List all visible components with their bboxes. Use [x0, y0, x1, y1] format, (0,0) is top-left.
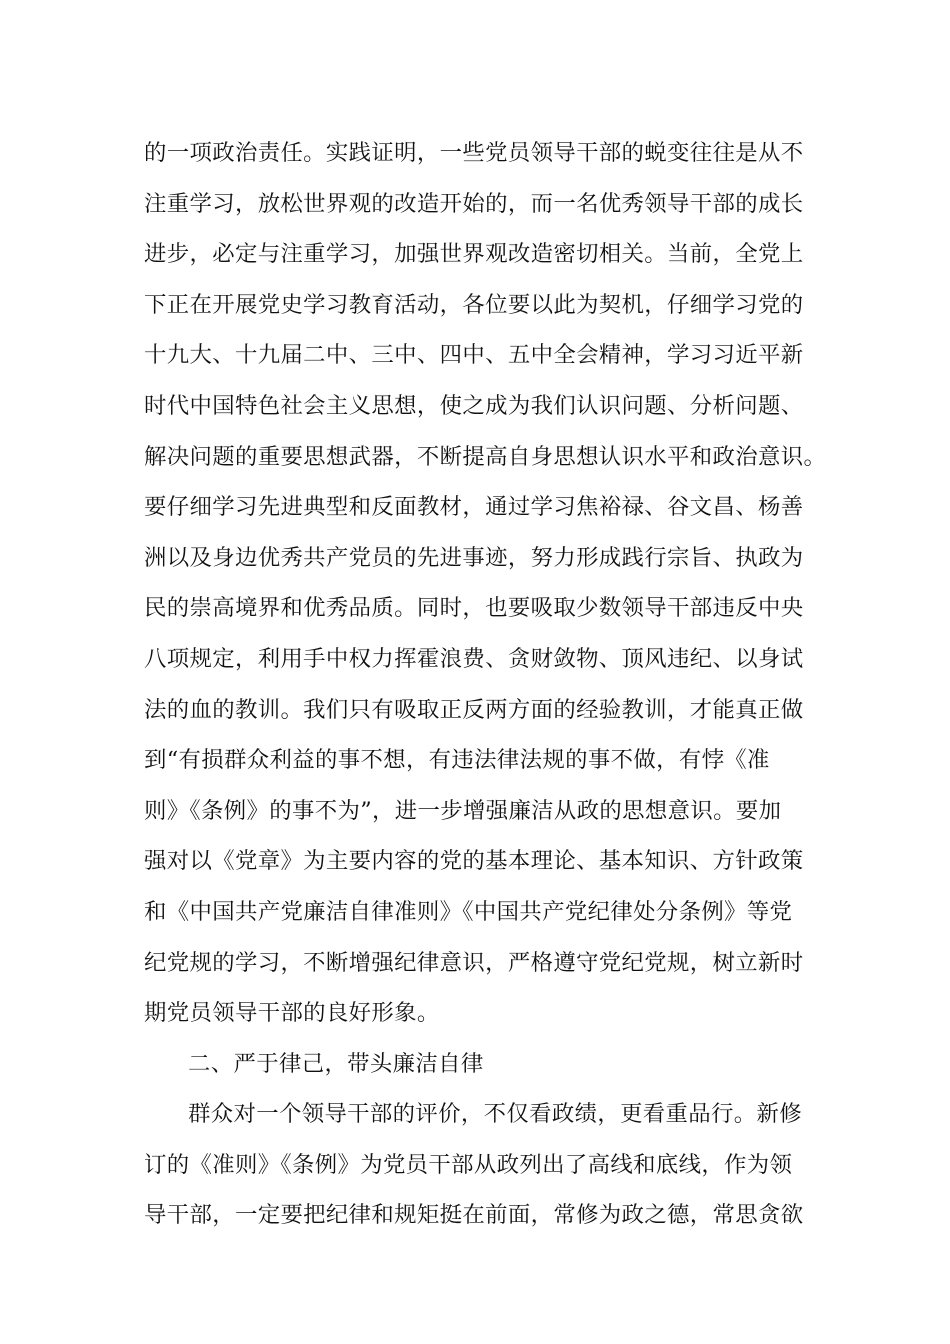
- text-line: 到“有损群众利益的事不想，有违法律法规的事不做，有悖《准: [144, 747, 770, 774]
- text-line: 则》《条例》的事不为”，进一步增强廉洁从政的思想意识。要加: [144, 797, 782, 824]
- text-line: 洲以及身边优秀共产党员的先进事迹，努力形成践行宗旨、执政为: [144, 544, 804, 571]
- text-line: 群众对一个领导干部的评价，不仅看政绩，更看重品行。新修: [188, 1101, 802, 1128]
- text-line: 要仔细学习先进典型和反面教材，通过学习焦裕禄、谷文昌、杨善: [144, 494, 804, 521]
- text-line: 注重学习，放松世界观的改造开始的，而一名优秀领导干部的成长: [144, 190, 804, 217]
- text-line: 进步，必定与注重学习，加强世界观改造密切相关。当前，全党上: [144, 241, 804, 268]
- body-text: [144, 128, 827, 1241]
- text-line: 的一项政治责任。实践证明，一些党员领导干部的蜕变往往是从不: [144, 140, 804, 166]
- text-line: 时代中国特色社会主义思想，使之成为我们认识问题、分析问题、: [144, 392, 804, 419]
- text-line: 十九大、十九届二中、三中、四中、五中全会精神，学习习近平新: [144, 342, 804, 369]
- text-line: 下正在开展党史学习教育活动，各位要以此为契机，仔细学习党的: [144, 291, 804, 318]
- text-line: 八项规定，利用手中权力挥霍浪费、贪财敛物、顶风违纪、以身试: [144, 645, 804, 672]
- text-line: 订的《准则》《条例》为党员干部从政列出了高线和底线，作为领: [144, 1151, 793, 1178]
- text-line: 强对以《党章》为主要内容的党的基本理论、基本知识、方针政策: [144, 848, 804, 875]
- section-heading: 二、严于律己，带头廉洁自律: [188, 1050, 484, 1077]
- text-line: 解决问题的重要思想武器，不断提高自身思想认识水平和政治意识。: [144, 443, 827, 470]
- text-line: 期党员领导干部的良好形象。: [144, 1000, 440, 1027]
- text-line: 民的崇高境界和优秀品质。同时，也要吸取少数领导干部违反中央: [144, 595, 804, 622]
- text-line: 法的血的教训。我们只有吸取正反两方面的经验教训，才能真正做: [144, 696, 804, 723]
- text-line: 纪党规的学习，不断增强纪律意识，严格遵守党纪党规，树立新时: [144, 949, 804, 976]
- text-line: 和《中国共产党廉洁自律准则》《中国共产党纪律处分条例》等党: [144, 898, 793, 925]
- text-line: 导干部，一定要把纪律和规矩挺在前面，常修为政之德，常思贪欲: [144, 1202, 804, 1229]
